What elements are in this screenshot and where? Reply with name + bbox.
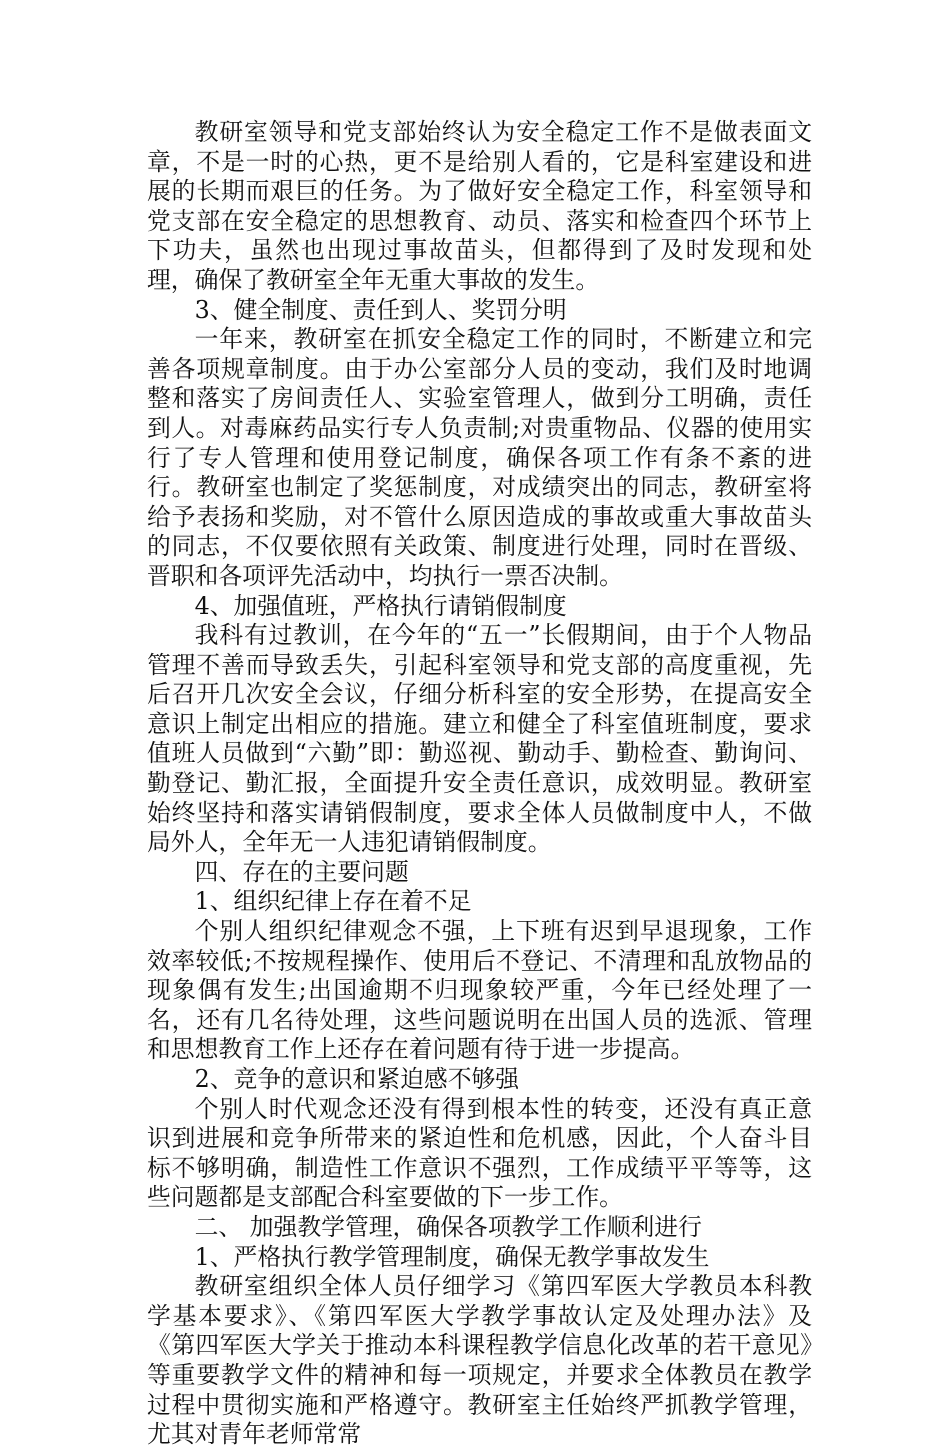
heading-duty-leave: 4、加强值班，严格执行请销假制度 bbox=[194, 591, 567, 620]
heading-discipline: 1、组织纪律上存在着不足 bbox=[194, 887, 472, 916]
heading-competition: 2、竞争的意识和紧迫感不够强 bbox=[194, 1065, 520, 1093]
paragraph-safety-stability: 教研室领导和党支部始终认为安全稳定工作不是做表面文章，不是一时的心热，更不是给别人看的，它是科室建设和进展的长期而艰巨的任务。为了做好安全稳定工作，科室领导和党支部在安全稳定的思想教育、动员、落实和检查四个环节上下功夫，虽然也出现过事故苗头，但都得到了及时发现和处理，确保了教研室全年无重大事故的发生。 bbox=[147, 118, 812, 294]
paragraph-discipline-issues: 个别人组织纪律观念不强，上下班有迟到早退现象，工作效率较低;不按规程操作、使用后不登记、不清理和乱放物品的现象偶有发生;出国逾期不归现象较严重，今年已经处理了一名，还有几名待处理，这些问题说明在出国人员的选派、管理和思想教育工作上还存在着问题有待于进一步提高。 bbox=[147, 917, 812, 1064]
heading-main-problems: 四、存在的主要问题 bbox=[194, 857, 409, 886]
paragraph-teaching-study: 教研室组织全体人员仔细学习《第四军医大学教员本科教学基本要求》、《第四军医大学教学事故认定及处理办法》及《第四军医大学关于推动本科课程教学信息化改革的若干意见》等重要教学文件的精神和每一项规定，并要求全体教员在教学过程中贯彻实施和严格遵守。教研室主任始终严抓教学管理，尤其对青年老师常常 bbox=[147, 1272, 812, 1449]
heading-teaching-rules: 1、严格执行教学管理制度，确保无教学事故发生 bbox=[194, 1242, 710, 1271]
document-body bbox=[147, 118, 812, 1450]
paragraph-regulations: 一年来，教研室在抓安全稳定工作的同时，不断建立和完善各项规章制度。由于办公室部分人员的变动，我们及时地调整和落实了房间责任人、实验室管理人，做到分工明确，责任到人。对毒麻药品实行专人负责制;对贵重物品、仪器的使用实行了专人管理和使用登记制度，确保各项工作有条不紊的进行。教研室也制定了奖惩制度，对成绩突出的同志，教研室将给予表扬和奖励，对不管什么原因造成的事故或重大事故苗头的同志，不仅要依照有关政策、制度进行处理，同时在晋级、晋职和各项评先活动中，均执行一票否决制。 bbox=[147, 325, 812, 590]
heading-teaching-management: 二、 加强教学管理，确保各项教学工作顺利进行 bbox=[194, 1212, 702, 1241]
paragraph-competition-issues: 个别人时代观念还没有得到根本性的转变，还没有真正意识到进展和竞争所带来的紧迫性和危机感，因此，个人奋斗目标不够明确，制造性工作意识不强烈，工作成绩平平等等，这些问题都是支部配合科室要做的下一步工作。 bbox=[147, 1094, 812, 1212]
paragraph-duty-system: 我科有过教训，在今年的“五一”长假期间，由于个人物品管理不善而导致丢失，引起科室领导和党支部的高度重视，先后召开几次安全会议，仔细分析科室的安全形势，在提高安全意识上制定出相应的措施。建立和健全了科室值班制度，要求值班人员做到“六勤”即：勤巡视、勤动手、勤检查、勤询问、勤登记、勤汇报，全面提升安全责任意识，成效明显。教研室始终坚持和落实请销假制度，要求全体人员做制度中人，不做局外人，全年无一人违犯请销假制度。 bbox=[147, 621, 812, 857]
heading-rules-responsibility: 3、健全制度、责任到人、奖罚分明 bbox=[194, 295, 567, 324]
